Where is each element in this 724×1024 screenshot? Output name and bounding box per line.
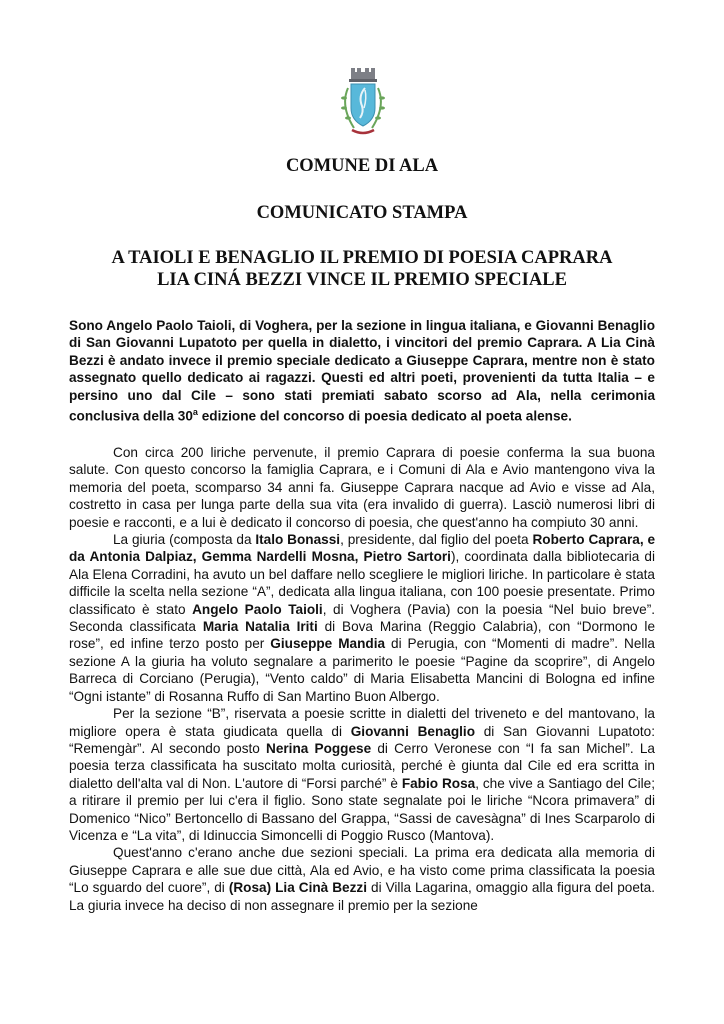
p3-bold-1: Giovanni Benaglio xyxy=(350,723,475,739)
p2-text-6: di Perugia, con “Momenti di madre”. Nella sezione A la giuria ha voluto segnalare a parimerito le poesie “Pagine da scoprire”, di Angelo Barreca di Corciano (Perugia), “Vento caldo” di Maria Elisabetta Mancini di Bologna ed infine “Ogni istante” di Rosanna Ruffo di San Martino Buon Albergo. xyxy=(69,636,655,704)
p4-bold-1: (Rosa) Lia Cinà Bezzi xyxy=(228,880,367,896)
p3-bold-3: Fabio Rosa xyxy=(401,775,476,791)
p3-text-2: di San Giovanni Lupatoto: “Remengàr”. Al secondo posto xyxy=(69,723,655,756)
p4-text-1: Quest'anno c'erano anche due sezioni speciali. La prima era dedicata alla memoria di Giuseppe Caprara e alle sue due città, Ala ed Avio, e ha visto come prima classificata la poesia “Lo sguardo del cuore”, di xyxy=(69,845,655,896)
p2-text-5: di Bova Marina (Reggio Calabria), con “Dormono le rose”, ed infine terzo posto per xyxy=(69,619,656,652)
body-paragraph-3 xyxy=(69,705,655,844)
p3-text-1: Per la sezione “B”, riservata a poesie scritte in dialetti del triveneto e del mantovano, la migliore opera è stata giudicata quella di xyxy=(69,706,655,739)
document-type-title: COMUNICATO STAMPA xyxy=(256,203,468,223)
p2-text-4: , di Voghera (Pavia) con la poesia “Nel buio breve”. Seconda classificata xyxy=(69,601,655,635)
p3-bold-2: Nerina Poggese xyxy=(266,740,372,756)
municipal-coat-of-arms-icon xyxy=(334,66,392,140)
body-paragraph-4 xyxy=(69,844,655,914)
municipality-title: COMUNE DI ALA xyxy=(285,156,439,176)
p2-bold-4: Maria Natalia Iriti xyxy=(202,619,318,635)
lead-text-1: Sono Angelo Paolo Taioli, di Voghera, per la sezione in lingua italiana, e Giovanni Benaglio di San Giovanni Lupatoto per quella in dialetto, i vincitori del premio Caprara. A Lia Cinà Bezzi è andato invece il premio speciale dedicato a Giuseppe Caprara, mentre non è stato assegnato quello dedicato ai ragazzi. Questi ed altri poeti, provenienti da tutta Italia – e persino uno dal Cile – sono stati premiati sabato scorso ad Ala, nella cerimonia conclusiva della 30 xyxy=(69,318,655,424)
p2-text-3: ), coordinata dalla bibliotecaria di Ala Elena Corradini, ha avuto un bel daffare nello scegliere le migliori liriche. In particolare è stata difficile la scelta nella sezione “A”, dedicata alla lingua italiana, con 100 poesie presentate. Primo classificato è stato xyxy=(69,549,655,617)
headline-line-2: LIA CINÁ BEZZI VINCE IL PREMIO SPECIALE xyxy=(157,270,567,290)
headline-line-1: A TAIOLI E BENAGLIO IL PREMIO DI POESIA CAPRARA xyxy=(111,248,613,268)
p3-text-3: di Cerro Veronese con “I fa san Michel”. La poesia terza classificata ha suscitato molta curiosità, perché è giunta dal Cile ed era scritta in dialetto dell'alta val di Non. L'autore di “Forsi parché” è xyxy=(69,740,655,791)
lead-superscript: a xyxy=(192,407,198,418)
body-paragraph-2 xyxy=(69,531,655,705)
p2-bold-5: Giuseppe Mandia xyxy=(270,636,386,652)
p4-text-2: di Villa Lagarina, omaggio alla figura del poeta. La giuria invece ha deciso di non assegnare il premio per la sezione xyxy=(69,880,655,913)
p3-text-4: , che vive a Santiago del Cile; a ritirare il premio per lui c'era il figlio. Sono state segnalate poi le liriche “Ncora primavera” di Domenico “Nico” Bertoncello di Bassano del Grappa, “Sassi de cavesàgna” di Ines Scarparolo di Vicenza e “La vita”, di Idinuccia Simoncelli di Poggio Rusco (Mantova). xyxy=(69,775,656,843)
headline xyxy=(0,247,724,291)
p2-text-2: , presidente, dal figlio del poeta xyxy=(340,532,533,548)
p2-text-1: La giuria (composta da xyxy=(113,532,256,548)
article-body xyxy=(69,444,655,914)
p2-bold-2: Roberto Caprara, e da Antonia Dalpiaz, Gemma Nardelli Mosna, Pietro Sartori xyxy=(69,532,656,565)
p2-bold-3: Angelo Paolo Taioli xyxy=(192,601,323,617)
lead-text-2: edizione del concorso di poesia dedicato al poeta alense. xyxy=(197,408,572,424)
body-paragraph-1: Con circa 200 liriche pervenute, il premio Caprara di poesie conferma la sua buona salute. Con questo concorso la famiglia Caprara, e i Comuni di Ala e Avio mantengono viva la memoria del poeta, scomparso 34 anni fa. Giuseppe Caprara nacque ad Avio e visse ad Ala, costretto in casa per lunga parte della sua vita (era invalido di guerra). Lasciò numerosi libri di poesie e racconti, e a lui è dedicato il concorso di poesia, che quest'anno ha compiuto 30 anni. xyxy=(69,445,655,530)
p2-bold-1: Italo Bonassi xyxy=(255,532,341,548)
lead-paragraph xyxy=(69,317,655,425)
